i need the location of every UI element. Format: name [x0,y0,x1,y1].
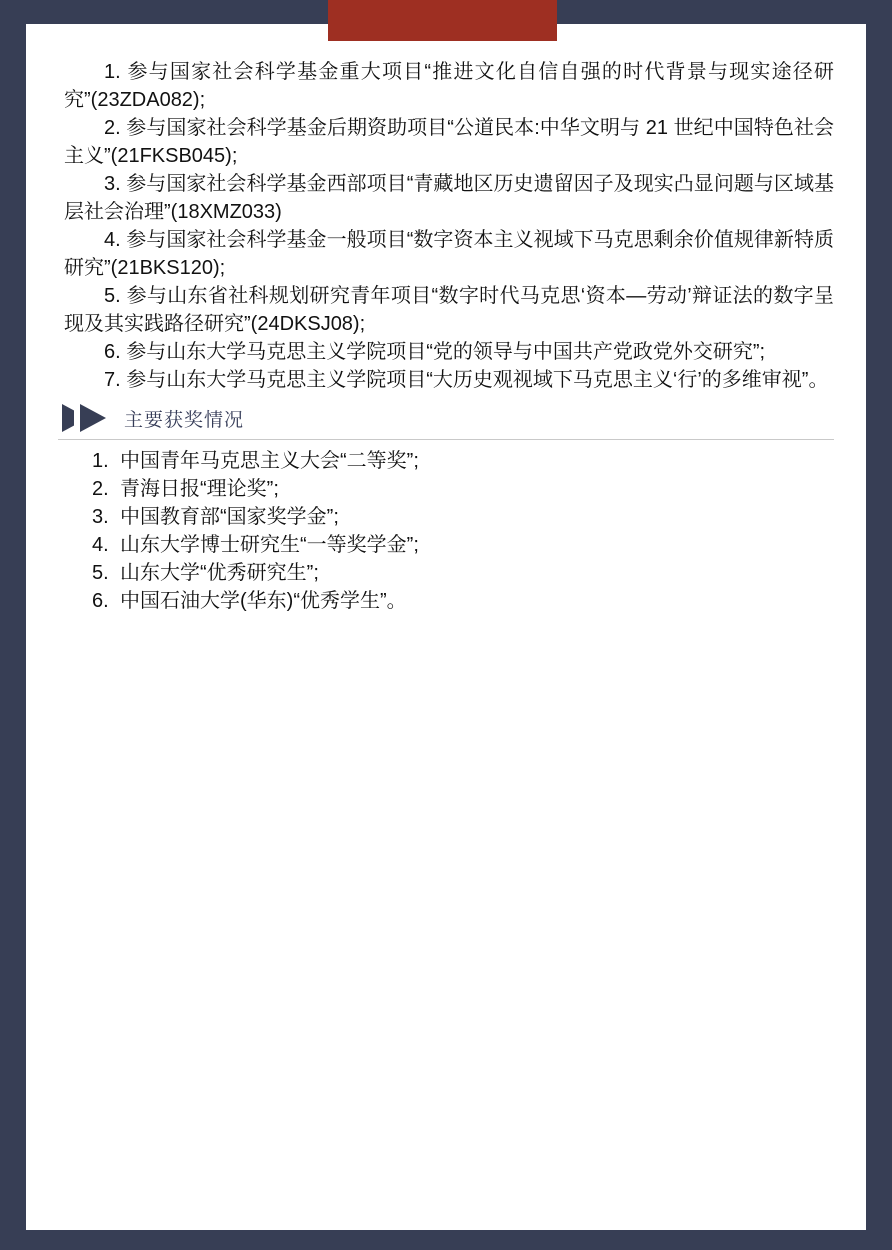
award-number: 4. [92,534,109,556]
project-item: 1. 参与国家社会科学基金重大项目“推进文化自信自强的时代背景与现实途径研究”(23ZDA082); [64,61,834,111]
award-text: 中国石油大学(华东)“优秀学生”。 [120,590,407,612]
project-item: 5. 参与山东省社科规划研究青年项目“数字时代马克思‘资本—劳动’辩证法的数字呈现及其实践路径研究”(24DKSJ08); [64,285,834,335]
award-number: 3. [92,506,109,528]
project-item: 3. 参与国家社会科学基金西部项目“青藏地区历史遗留因子及现实凸显问题与区域基层社会治理”(18XMZ033) [64,173,834,223]
award-item [92,559,834,587]
document-page [26,24,866,1230]
award-item [92,587,834,615]
project-item: 7. 参与山东大学马克思主义学院项目“大历史观视域下马克思主义‘行’的多维审视”。 [104,369,829,391]
award-number: 1. [92,450,109,472]
award-text: 青海日报“理论奖”; [120,478,279,500]
award-number: 6. [92,590,109,612]
project-item: 4. 参与国家社会科学基金一般项目“数字资本主义视域下马克思剩余价值规律新特质研究”(21BKS120); [64,229,834,279]
award-item [92,531,834,559]
awards-list [64,447,834,615]
red-bookmark-tab [328,0,557,41]
award-item [92,475,834,503]
page-content [64,58,834,615]
project-item: 2. 参与国家社会科学基金后期资助项目“公道民本:中华文明与 21 世纪中国特色社会主义”(21FKSB045); [64,117,834,167]
award-text: 中国青年马克思主义大会“二等奖”; [120,450,419,472]
double-chevron-right-icon [62,404,108,432]
awards-section-header [64,403,834,433]
award-number: 5. [92,562,109,584]
awards-section-title: 主要获奖情况 [124,409,245,431]
award-item [92,503,834,531]
award-number: 2. [92,478,109,500]
award-text: 中国教育部“国家奖学金”; [120,506,339,528]
project-item: 6. 参与山东大学马克思主义学院项目“党的领导与中国共产党政党外交研究”; [104,341,766,363]
award-text: 山东大学“优秀研究生”; [120,562,319,584]
award-text: 山东大学博士研究生“一等奖学金”; [120,534,419,556]
section-divider [58,439,834,440]
award-item [92,447,834,475]
